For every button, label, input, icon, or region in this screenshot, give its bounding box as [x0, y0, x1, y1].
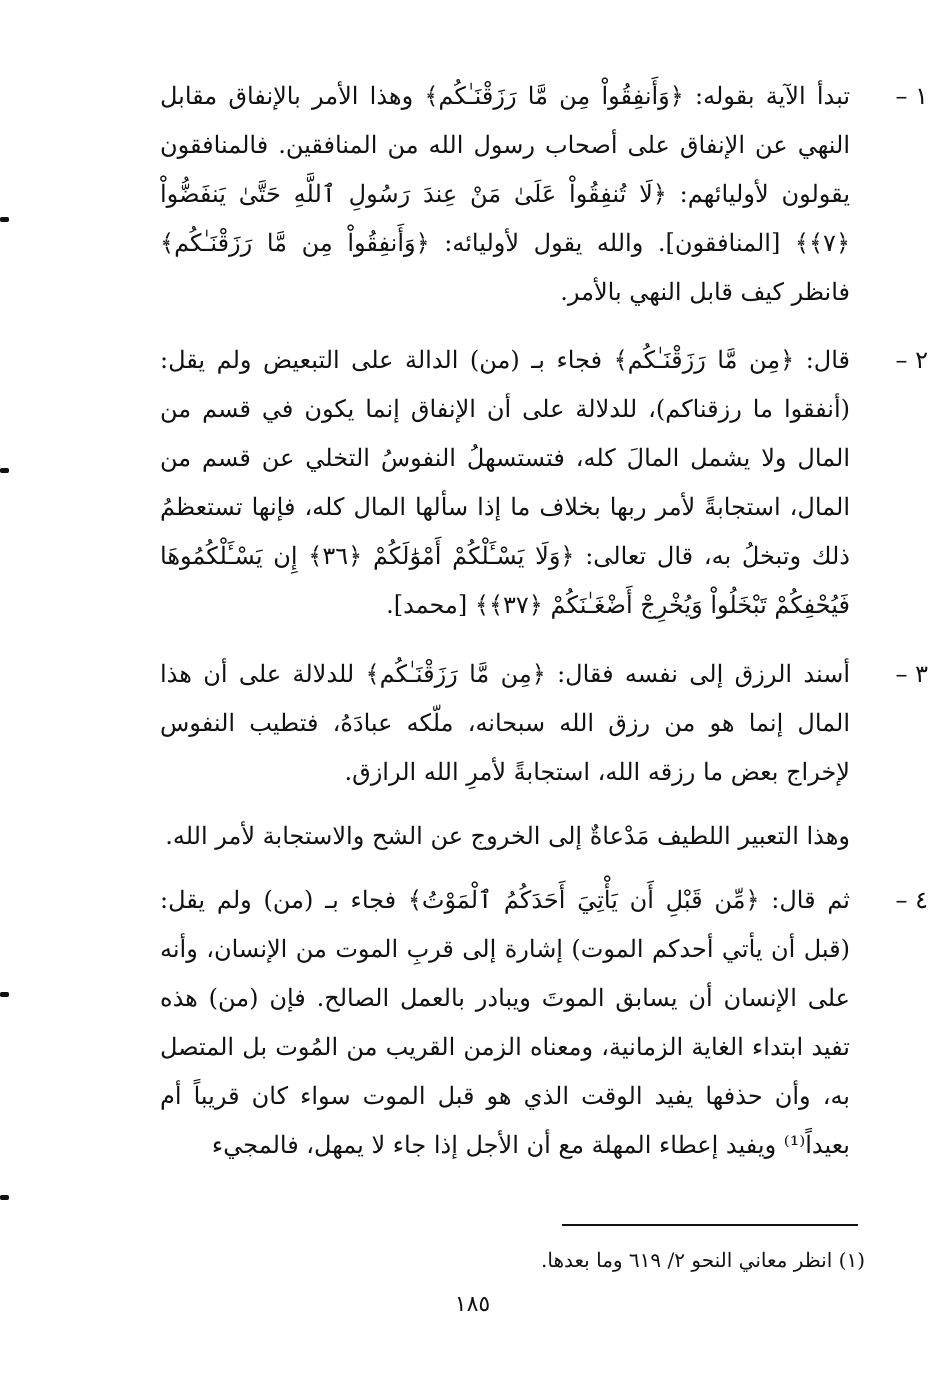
summary-paragraph: وهذا التعبير اللطيف مَدْعاةٌ إلى الخروج عن الشح والاستجابة لأمر الله.: [165, 822, 850, 850]
item-text: أسند الرزق إلى نفسه فقال: ﴿مِن مَّا رَزَقْنَـٰكُم﴾ للدلالة على أن هذا المال إنما هو من رزق الله سبحانه، ملّكه عبادَهُ، فتطيب النفوس لإخراج بعض ما رزقه الله، استجابةً لأمرِ الله الرازق.: [160, 660, 850, 786]
page-number: ١٨٥: [454, 1292, 491, 1317]
scan-edge-mark: [0, 992, 9, 997]
scan-edge-mark: [0, 1195, 9, 1200]
scan-edge-mark: [0, 468, 9, 473]
item-number: ١ –: [895, 82, 928, 110]
item-number: ٤ –: [895, 886, 928, 914]
list-item-3: [160, 650, 928, 797]
list-item-4: [160, 876, 928, 1170]
item-number: ٢ –: [895, 346, 928, 374]
item-text: تبدأ الآية بقوله: ﴿وَأَنفِقُواْ مِن مَّا رَزَقْنَـٰكُم﴾ وهذا الأمر بالإنفاق مقابل النهي عن الإنفاق على أصحاب رسول الله من المنافقين. فالمنافقون يقولون لأوليائهم: ﴿لَا تُنفِقُواْ عَلَىٰ مَنْ عِندَ رَسُولِ ٱللَّهِ حَتَّىٰ يَنفَضُّواْ ﴿٧﴾﴾ [المنافقون]. والله يقول لأوليائه: ﴿وَأَنفِقُواْ مِن مَّا رَزَقْنَـٰكُم﴾ فانظر كيف قابل النهي بالأمر.: [160, 82, 850, 306]
item-text: ثم قال: ﴿مِّن قَبْلِ أَن يَأْتِيَ أَحَدَكُمُ ٱلْمَوْتُ﴾ فجاء بـ (من) ولم يقل: (قبل أن يأتي أحدكم الموت) إشارة إلى قربِ الموت من الإنسان، وأنه على الإنسان أن يسابق الموتَ ويبادر بالعمل الصالح. فإن (من) هذه تفيد ابتداء الغاية الزمانية، ومعناه الزمن القريب من المُوت بل المتصل به، وأن حذفها يفيد الوقت الذي هو قبل الموت سواء كان قريباً أم بعيداً⁽¹⁾ ويفيد إعطاء المهلة مع أن الأجل إذا جاء لا يمهل، فالمجيء: [160, 886, 851, 1159]
footnote-separator: [562, 1224, 858, 1226]
item-text: قال: ﴿مِن مَّا رَزَقْنَـٰكُم﴾ فجاء بـ (من) الدالة على التبعيض ولم يقل: (أنفقوا ما رزقناكم)، للدلالة على أن الإنفاق إنما يكون في قسم من المال ولا يشمل المالَ كله، فتستسهلُ النفوسُ التخلي عن قسم من المال، استجابةً لأمر ربها بخلاف ما إذا سألها المال كله، فإنها تستعظمُ ذلك وتبخلُ به، قال تعالى: ﴿وَلَا يَسْـَٔلْكُمْ أَمْوَٰلَكُمْ ﴿٣٦﴾ إِن يَسْـَٔلْكُمُوهَا فَيُحْفِكُمْ تَبْخَلُواْ وَيُخْرِجْ أَضْغَـٰنَكُمْ ﴿٣٧﴾﴾ [محمد].: [160, 346, 850, 619]
scan-edge-mark: [0, 217, 9, 222]
footnote: (١) انظر معاني النحو ٢/ ٦١٩ وما بعدها.: [541, 1248, 865, 1272]
list-item-2: [160, 336, 928, 630]
item-number: ٣ –: [895, 660, 928, 688]
list-item-1: [160, 72, 928, 317]
